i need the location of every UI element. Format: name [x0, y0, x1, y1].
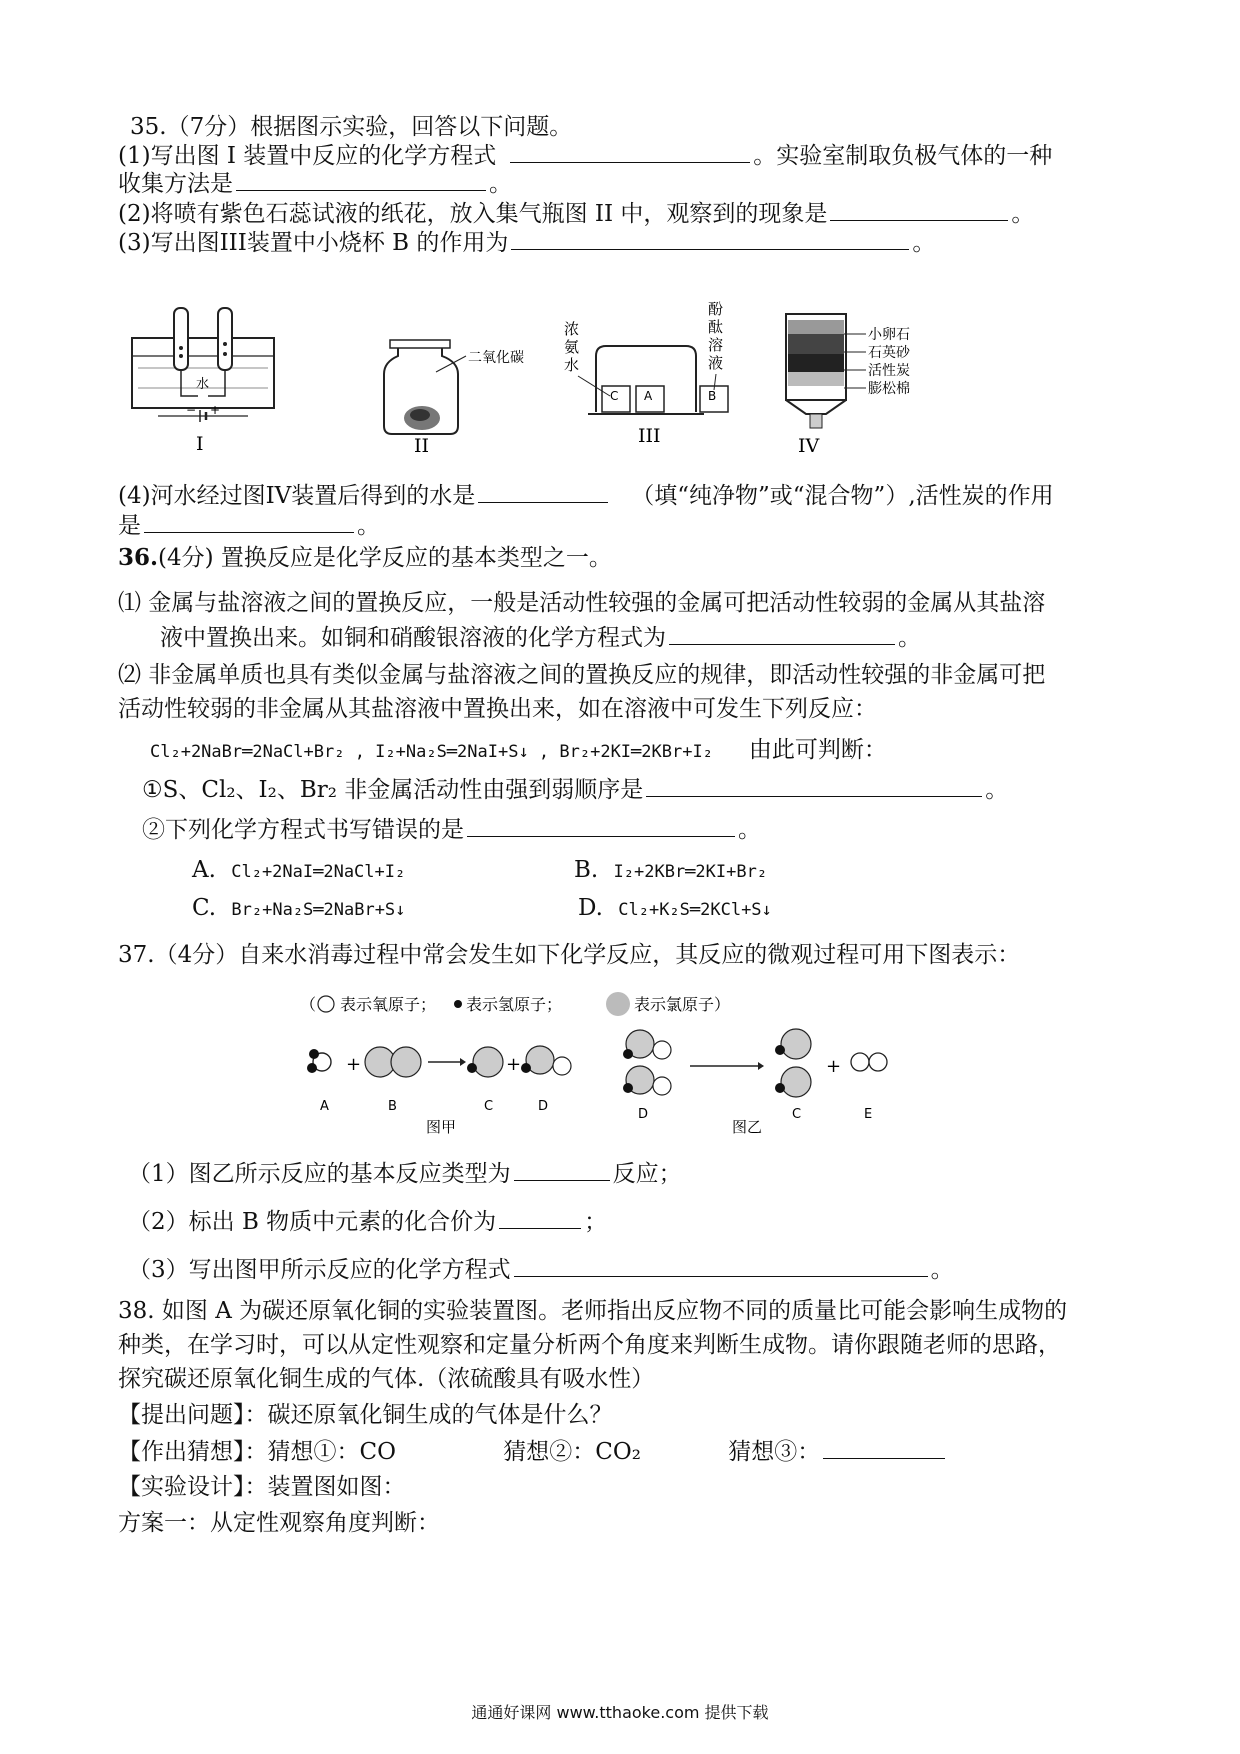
legend-hydrogen: 表示氢原子；: [466, 995, 563, 1014]
phenolphthalein-label-char: 酚: [708, 300, 724, 318]
q36-title: 36.(4分) 置换反应是化学反应的基本类型之一。: [118, 544, 612, 571]
molecule-d-pair: [623, 1030, 671, 1095]
molecule-label: E: [864, 1107, 873, 1122]
svg-text:−: −: [186, 403, 197, 417]
figure-caption: II: [414, 435, 430, 457]
molecule-label: D: [638, 1107, 649, 1122]
figure-caption: IV: [798, 435, 820, 457]
molecule-d: [521, 1046, 571, 1075]
figure-beakers: [560, 300, 735, 460]
q35-title: 35.（7分）根据图示实验，回答以下问题。: [130, 114, 573, 140]
ammonia-label-char: 水: [564, 356, 580, 374]
answer-blank[interactable]: [467, 816, 735, 837]
answer-blank[interactable]: [511, 227, 909, 250]
molecule-b: [365, 1047, 421, 1077]
option-b[interactable]: B. I₂+2KBr═2KI+Br₂: [574, 857, 768, 883]
molecule-label: B: [388, 1099, 397, 1114]
water-label: 水: [196, 377, 210, 392]
svg-text:（: （: [300, 995, 317, 1014]
figure-caption: III: [638, 425, 661, 447]
figure-caption: 图乙: [732, 1118, 763, 1136]
q38-hypothesis: 【作出猜想】：猜想①：CO 猜想②：CO₂ 猜想③：: [118, 1436, 948, 1467]
answer-blank[interactable]: [478, 480, 608, 503]
layer-label: 膨松棉: [868, 381, 910, 397]
answer-blank[interactable]: [499, 1206, 581, 1229]
svg-text:+: +: [346, 1054, 362, 1075]
legend-oxygen: 表示氧原子；: [340, 995, 437, 1014]
figure-caption: 图甲: [426, 1118, 457, 1136]
q36-equations: Cl₂+2NaBr═2NaCl+Br₂ , I₂+Na₂S═2NaI+S↓ , Br₂+2KI═2KBr+I₂ 由此可判断：: [150, 737, 887, 763]
q36-part2-line2: 活动性较弱的非金属从其盐溶液中置换出来，如在溶液中可发生下列反应：: [118, 696, 877, 722]
q35-part1-line2: 收集方法是 。: [118, 168, 512, 199]
layer-label: 石英砂: [868, 345, 910, 361]
answer-blank[interactable]: [646, 776, 982, 797]
beaker-label: C: [610, 389, 619, 403]
q38-design: 【实验设计】：装置图如图：: [118, 1474, 406, 1500]
answer-blank[interactable]: [823, 1436, 945, 1459]
figure-water-filter: [770, 310, 980, 460]
q37-part1: （1）图乙所示反应的基本反应类型为 反应；: [128, 1158, 682, 1189]
molecule-label: C: [484, 1099, 494, 1114]
carbon-dioxide-label: 二氧化碳: [468, 350, 524, 366]
figure-gas-bottle: [380, 338, 570, 458]
q38-line3: 探究碳还原氧化铜生成的气体.（浓硫酸具有吸水性）: [118, 1366, 655, 1392]
option-a[interactable]: A. Cl₂+2NaI═2NaCl+I₂: [192, 857, 406, 883]
q36-part1-line1: ⑴ 金属与盐溶液之间的置换反应，一般是活动性较强的金属可把活动性较弱的金属从其盐溶: [118, 590, 1046, 616]
answer-blank[interactable]: [510, 140, 750, 163]
figure-molecule-reaction: [300, 988, 940, 1138]
figure-electrolysis: [128, 298, 278, 458]
q35-part4-line2: 是 。: [118, 510, 380, 541]
ammonia-label-char: 氨: [564, 338, 580, 356]
q36-part1-line2: 液中置换出来。如铜和硝酸银溶液的化学方程式为 。: [160, 625, 921, 651]
q37-part3: （3）写出图甲所示反应的化学方程式 。: [128, 1254, 954, 1285]
q37-title: 37.（4分）自来水消毒过程中常会发生如下化学反应，其反应的微观过程可用下图表示：: [118, 942, 1021, 968]
q36-sub2: ②下列化学方程式书写错误的是 。: [142, 817, 761, 843]
layer-label: 活性炭: [868, 363, 910, 379]
q35-part4-line1: (4)河水经过图IV装置后得到的水是 （填“纯净物”或“混合物”）,活性炭的作用: [118, 480, 1054, 511]
legend-chlorine: 表示氯原子）: [634, 995, 731, 1014]
beaker-label: A: [644, 389, 653, 403]
q38-question: 【提出问题】：碳还原氧化铜生成的气体是什么？: [118, 1402, 613, 1428]
molecule-e: [851, 1053, 887, 1071]
answer-blank[interactable]: [514, 1254, 928, 1277]
answer-blank[interactable]: [830, 198, 1008, 221]
q36-sub1: ①S、Cl₂、I₂、Br₂ 非金属活动性由强到弱顺序是 。: [142, 777, 1009, 803]
q36-part2-line1: ⑵ 非金属单质也具有类似金属与盐溶液之间的置换反应的规律，即活动性较强的非金属可把: [118, 662, 1046, 688]
answer-blank[interactable]: [144, 510, 354, 533]
q38-plan1: 方案一：从定性观察角度判断：: [118, 1510, 440, 1536]
q35-part3: (3)写出图III装置中小烧杯 B 的作用为 。: [118, 227, 935, 258]
molecule-c: [467, 1047, 503, 1077]
svg-text:+: +: [210, 403, 221, 417]
q38-line2: 种类，在学习时，可以从定性观察和定量分析两个角度来判断生成物。请你跟随老师的思路，: [118, 1332, 1061, 1358]
phenolphthalein-label-char: 酞: [708, 318, 724, 336]
q35-part2: (2)将喷有紫色石蕊试液的纸花，放入集气瓶图 II 中，观察到的现象是 。: [118, 198, 1034, 229]
molecule-label: A: [320, 1099, 329, 1114]
answer-blank[interactable]: [236, 168, 486, 191]
molecule-label: C: [792, 1107, 802, 1122]
ammonia-label-char: 浓: [564, 320, 580, 338]
q38-line1: 38. 如图 A 为碳还原氧化铜的实验装置图。老师指出反应物不同的质量比可能会影响生成物的: [118, 1298, 1068, 1324]
molecule-label: D: [538, 1099, 549, 1114]
beaker-label: B: [708, 389, 717, 403]
q37-part2: （2）标出 B 物质中元素的化合价为 ；: [128, 1206, 607, 1237]
phenolphthalein-label-char: 溶: [708, 336, 724, 354]
footer-source: 通通好课网 www.tthaoke.com 提供下载: [471, 1703, 769, 1722]
layer-label: 小卵石: [868, 327, 910, 343]
molecule-c-pair: [775, 1029, 811, 1097]
svg-text:+: +: [826, 1056, 842, 1077]
svg-text:+: +: [506, 1054, 522, 1075]
option-d[interactable]: D. Cl₂+K₂S═2KCl+S↓: [578, 895, 772, 921]
answer-blank[interactable]: [514, 1158, 610, 1181]
figure-caption: I: [196, 433, 204, 455]
answer-blank[interactable]: [669, 624, 895, 645]
molecule-a: [307, 1049, 331, 1073]
q35-part1-line1: (1)写出图 I 装置中反应的化学方程式 。实验室制取负极气体的一种: [118, 140, 1052, 171]
phenolphthalein-label-char: 液: [708, 354, 724, 372]
option-c[interactable]: C. Br₂+Na₂S═2NaBr+S↓: [192, 895, 406, 921]
